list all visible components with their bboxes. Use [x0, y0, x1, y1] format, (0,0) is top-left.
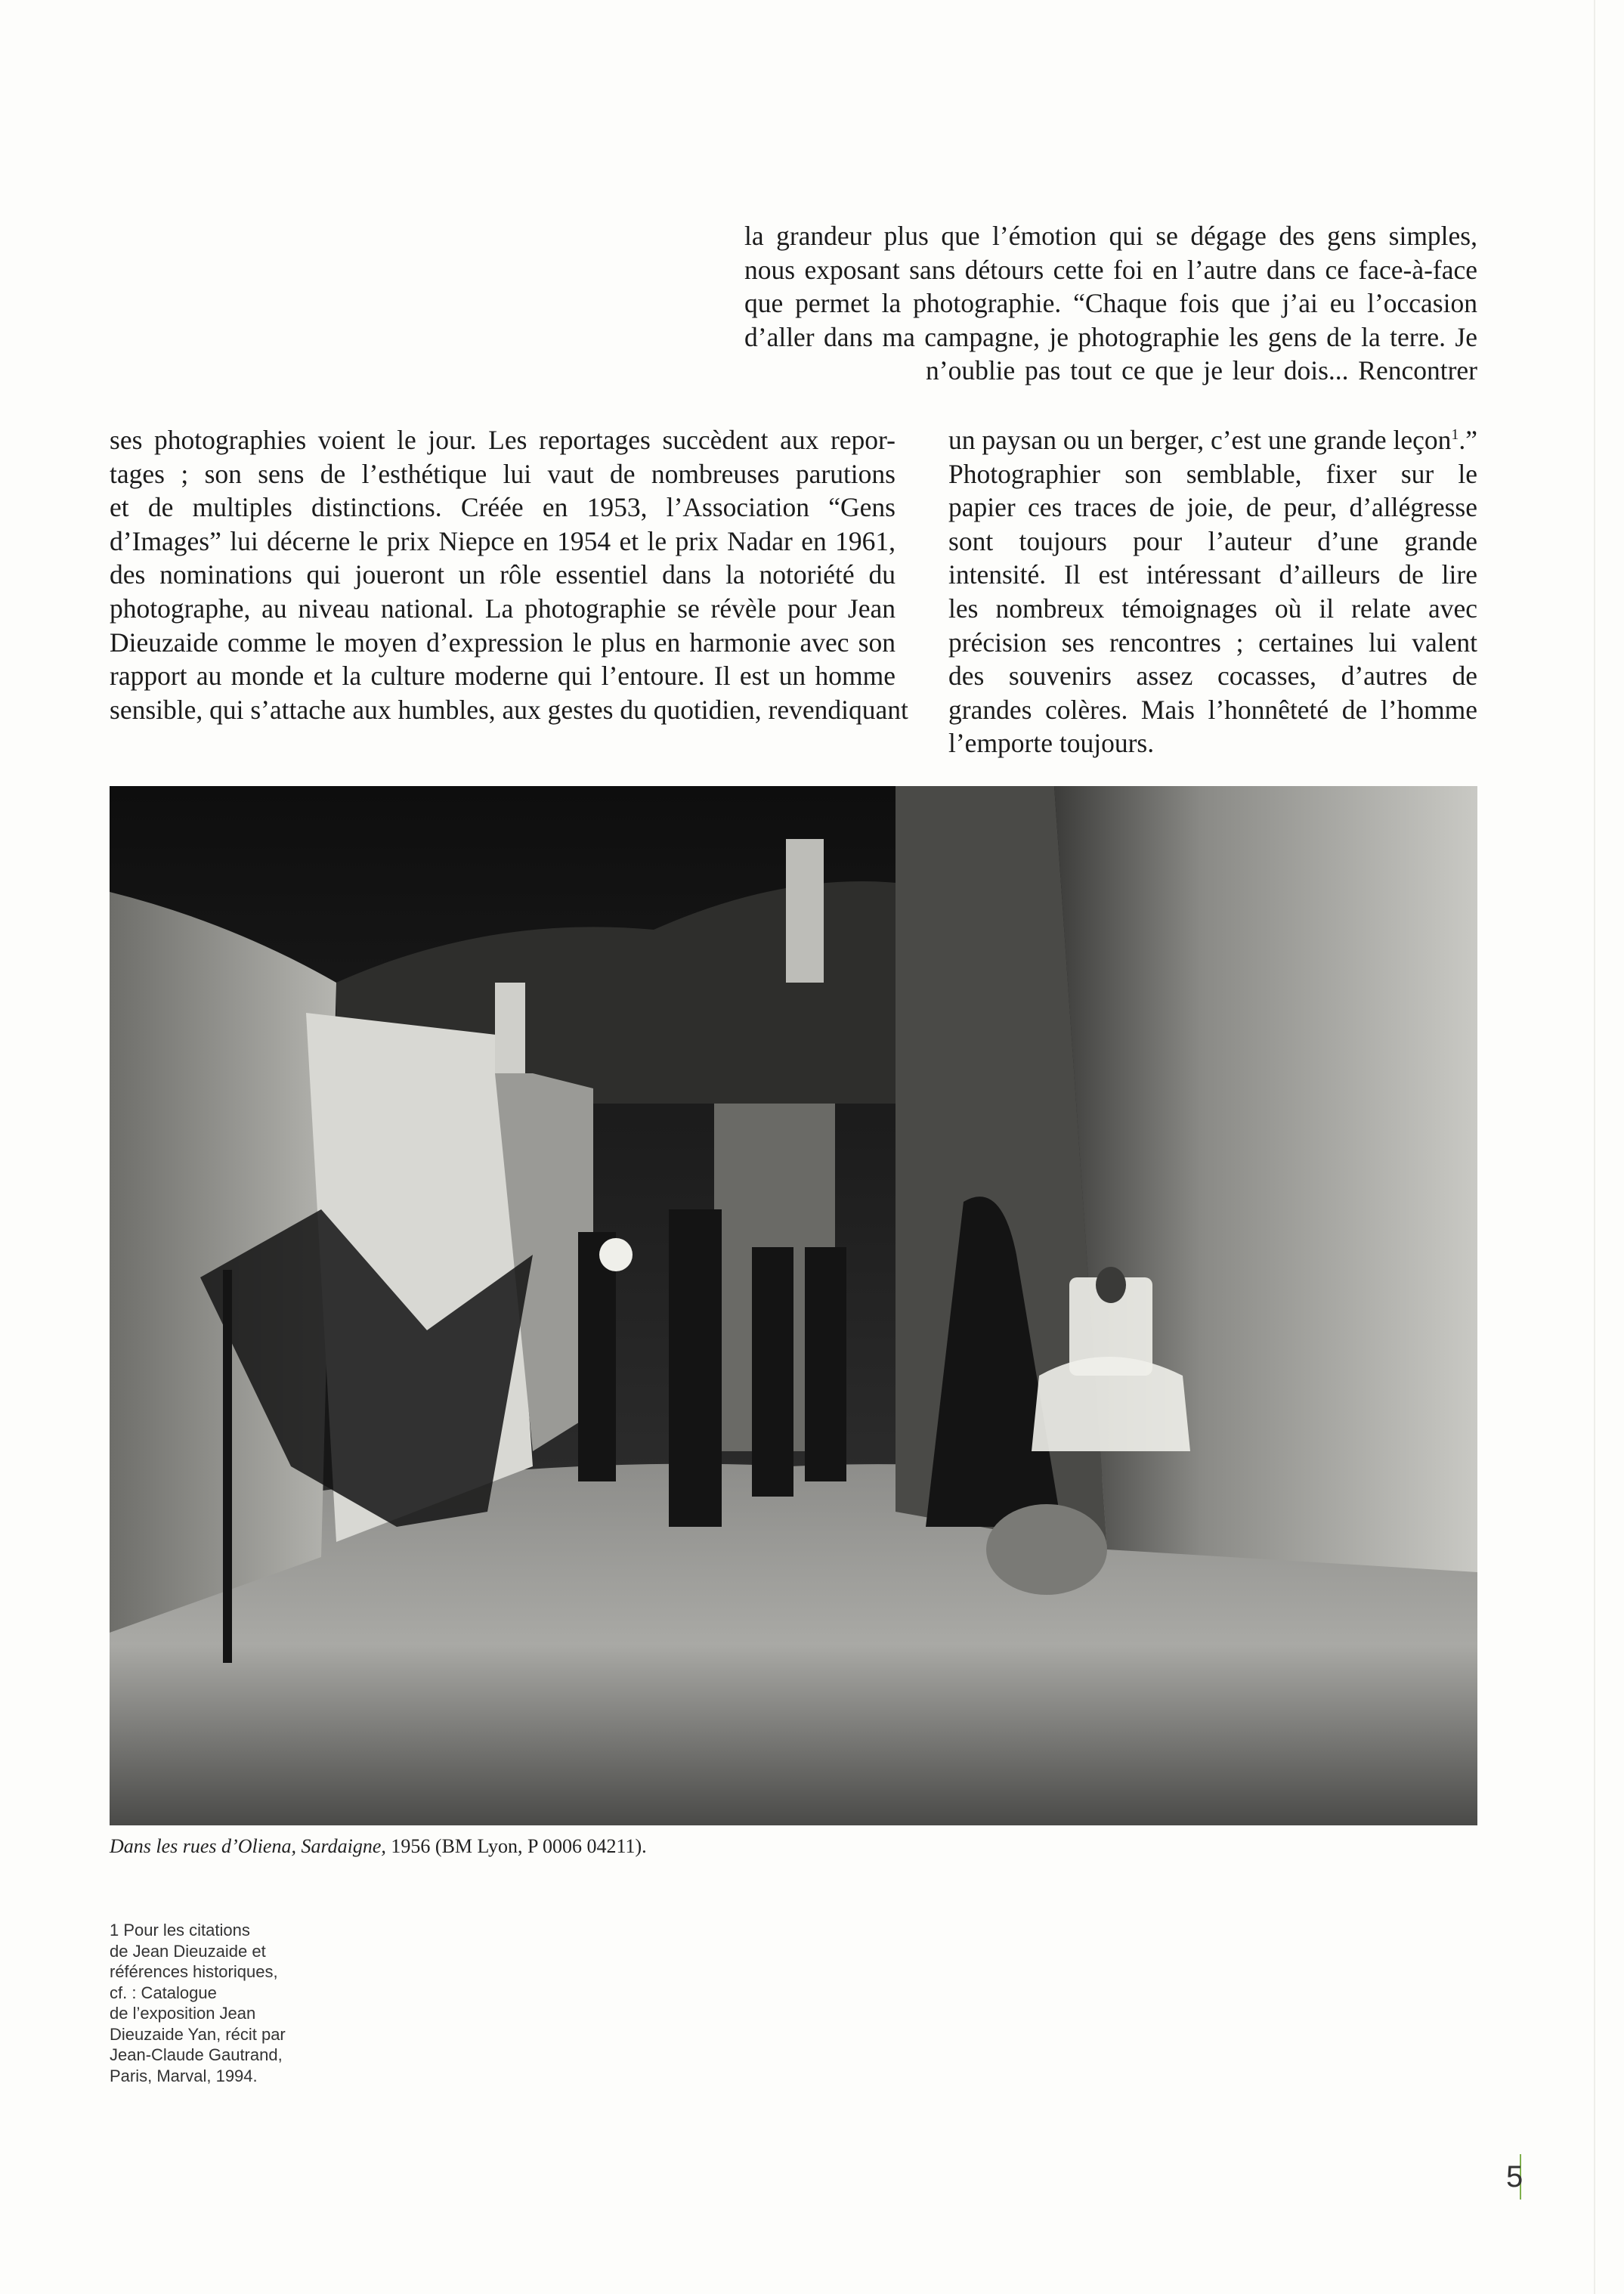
text-line: les nombreux témoignages où il relate avec: [948, 593, 1477, 624]
text-line: [948, 423, 1477, 457]
text-line: l’emporte toujours.: [948, 728, 1155, 759]
top-paragraph: [744, 219, 1477, 388]
page-number: 5: [1506, 2160, 1523, 2193]
text-line: la grandeur plus que l’émotion qui se dégage des gens simples,: [744, 221, 1477, 251]
text-line: grandes colères. Mais l’honnêteté de l’homme: [948, 694, 1477, 725]
footnote-line: cf. : Catalogue: [110, 1983, 217, 2002]
text-line: Dieuzaide comme le moyen d’expression le plus en harmonie avec son: [110, 627, 896, 658]
footnote-line: Paris, Marval, 1994.: [110, 2066, 258, 2085]
text-line: sensible, qui s’attache aux humbles, aux gestes du quotidien, revendiquant: [110, 694, 908, 725]
text-line: précision ses rencontres ; certaines lui valent: [948, 627, 1477, 658]
text-line: sont toujours pour l’auteur d’une grande: [948, 525, 1477, 556]
text-line: intensité. Il est intéressant d’ailleurs de lire: [948, 559, 1477, 590]
street-photograph: [110, 786, 1477, 1825]
text-line: Photographier son semblable, fixer sur le: [948, 458, 1477, 489]
footnote-line: Jean-Claude Gautrand,: [110, 2045, 283, 2064]
photo-caption: [110, 1835, 647, 1858]
footnote-line: 1 Pour les citations: [110, 1921, 250, 1940]
text-line: photographe, au niveau national. La photographie se révèle pour Jean: [110, 593, 896, 624]
caption-title: Dans les rues d’Oliena, Sardaigne,: [110, 1835, 386, 1857]
footnote-line: de l’exposition Jean: [110, 2004, 256, 2023]
left-column-paragraph: [110, 423, 908, 726]
footnote-line: références historiques,: [110, 1962, 278, 1981]
text-line: tages ; son sens de l’esthétique lui vaut de nombreuses parutions: [110, 458, 896, 489]
text-line: des souvenirs assez cocasses, d’autres de: [948, 661, 1477, 692]
text-line: papier ces traces de joie, de peur, d’allégresse: [948, 492, 1477, 523]
photo-illustration: [110, 786, 1477, 1825]
text-line: des nominations qui joueront un rôle essentiel dans la notoriété du: [110, 559, 896, 590]
text-line: d’Images” lui décerne le prix Niepce en 1954 et le prix Nadar en 1961,: [110, 525, 896, 556]
text-line: n’oublie pas tout ce que je leur dois... Rencontrer: [926, 355, 1477, 386]
footnote: [110, 1920, 382, 2086]
text-line: ses photographies voient le jour. Les reportages succèdent aux repor-: [110, 425, 896, 455]
text-fragment: un paysan ou un berger, c’est une grande leçon: [948, 425, 1452, 455]
text-line: d’aller dans ma campagne, je photographie les gens de la terre. Je: [744, 321, 1477, 352]
text-line: que permet la photographie. “Chaque fois que j’ai eu l’occasion: [744, 288, 1477, 319]
page-edge-shadow: [1594, 0, 1595, 2294]
text-line: nous exposant sans détours cette foi en l’autre dans ce face-à-face: [744, 254, 1477, 285]
footnote-line: Dieuzaide Yan, récit par: [110, 2024, 286, 2044]
text-line: et de multiples distinctions. Créée en 1953, l’Association “Gens: [110, 492, 896, 523]
caption-details: 1956 (BM Lyon, P 0006 04211).: [385, 1835, 647, 1857]
text-fragment: .”: [1459, 425, 1477, 455]
right-column-paragraph: [948, 423, 1477, 760]
footnote-line: de Jean Dieuzaide et: [110, 1941, 266, 1961]
text-line: rapport au monde et la culture moderne qui l’entoure. Il est un homme: [110, 661, 896, 692]
footnote-marker[interactable]: 1: [1451, 426, 1459, 444]
